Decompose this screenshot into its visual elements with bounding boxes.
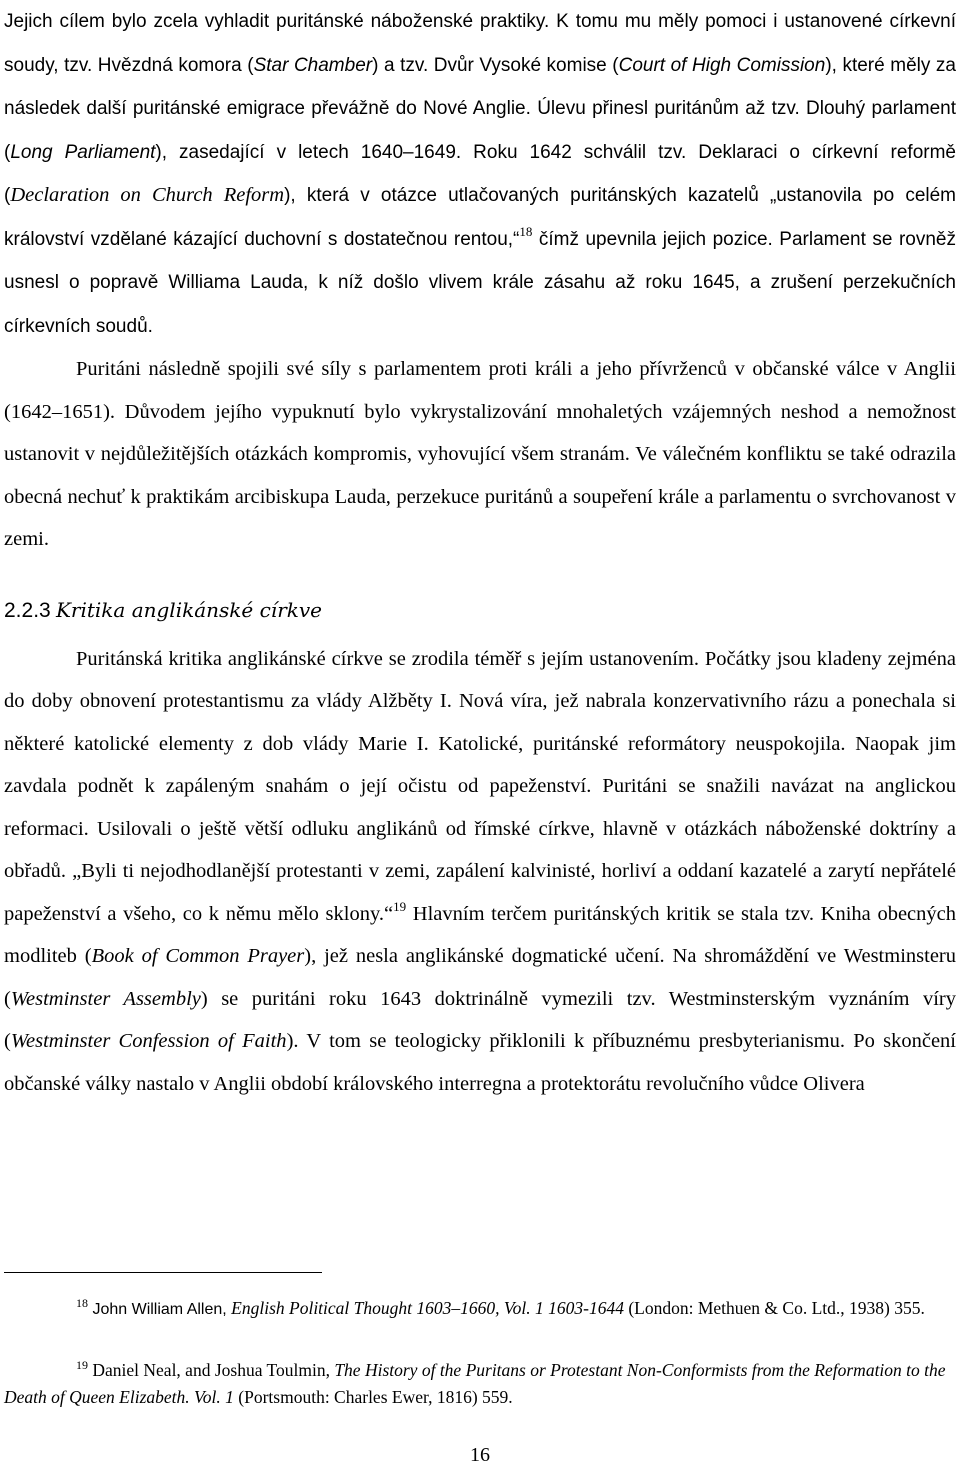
footnote-author: Daniel Neal, and Joshua Toulmin,: [88, 1360, 335, 1380]
paragraph-1: [4, 0, 956, 348]
paragraph-1-part-5: Roku 1642 schválil tzv. Deklaraci o církevní reformě (: [4, 141, 956, 206]
footnote-title: English Political Thought 1603–1660, Vol. 1 1603-1644: [231, 1298, 624, 1318]
paragraph-1-part-4: ), zasedající v letech 1640–1649.: [155, 141, 474, 163]
declaration-italic: Declaration on Church Reform: [10, 184, 285, 206]
paragraph-1-part-3: ), které měly za následek další puritánské emigrace převážně do Nové Anglie. Úlevu přinesl puritánům až tzv. Dlouhý parlament (: [4, 54, 956, 163]
westminster-confession-italic: Westminster Confession of Faith: [10, 1030, 287, 1052]
paragraph-3-part-2: Hlavním terčem puritánských kritik se stala tzv. Kniha obecných modliteb (: [4, 902, 956, 967]
star-chamber-italic: Star Chamber: [253, 54, 373, 76]
paragraph-3-part-3: ), jež nesla anglikánské dogmatické učení. Na shromáždění ve Westminsteru (: [4, 945, 956, 1010]
paragraph-3: [4, 638, 956, 1106]
paragraph-1-part-2: ) a tzv. Dvůr Vysoké komise (: [372, 54, 619, 76]
long-parliament-italic: Long Parliament: [10, 141, 156, 163]
footnote-ref-19[interactable]: 19: [393, 898, 407, 914]
court-of-high-comission-italic: Court of High Comission: [618, 54, 826, 76]
paragraph-3-part-4: ) se puritáni roku 1643 doktrinálně vymezili tzv. Westminsterským vyznáním víry (: [4, 987, 956, 1052]
westminster-assembly-italic: Westminster Assembly: [10, 987, 201, 1010]
section-heading: [4, 589, 956, 632]
footnote-publication: (London: Methuen & Co. Ltd., 1938) 355.: [623, 1298, 925, 1318]
paragraph-2: Puritáni následně spojili své síly s parlamentem proti králi a jeho přívrženců v občanské válce v Anglii (1642–1651). Důvodem jejího vypuknutí bylo vykrystalizování mnohaletých vzájemných neshod a nemožnost ustanovit v nejdůležitějších otázkách kompromis, vyhovující všem stranám. Ve válečném konfliktu se také odrazila obecná nechuť k praktikám arcibiskupa Lauda, perzekuce puritánů a soupeření krále a parlamentu o svrchovanost v zemi.: [4, 358, 956, 550]
footnote-19: [4, 1357, 956, 1411]
paragraph-1-part-7: čímž upevnila jejich pozice. Parlament se rovněž usnesl o popravě Williama Lauda, k níž došlo vlivem krále zásahu až roku 1645, a zrušení perzekučních církevních soudů.: [4, 228, 956, 337]
paragraph-1-part-1: Jejich cílem bylo zcela vyhladit puritánské náboženské praktiky. K tomu mu měly pomoci i ustanovené církevní soudy, tzv. Hvězdná komora (: [4, 11, 956, 76]
footnote-ref-18[interactable]: 18: [519, 223, 533, 239]
footnotes: [4, 1272, 956, 1445]
footnote-18: [4, 1295, 956, 1323]
document-page: [4, 0, 956, 1105]
paragraph-3-part-1: Puritánská kritika anglikánské církve se zrodila téměř s jejím ustanovením. Počátky jsou kladeny zejména do doby obnovení protestantismu za vlády Alžběty I. Nová víra, jež nabrala konzervativního rázu a ponechala si některé katolické elementy z dob vlády Marie I. Katolické, puritánské reformátory neuspokojila. Naopak jim zavdala podnět k zapáleným snahám o její očistu od papeženství. Puritáni se snažili navázat na anglickou reformaci. Usilovali o ještě větší odluku anglikánů od římské církve, hlavně v otázkách náboženské doktríny a obřadů. „Byli ti nejodhodlanější protestanti v zemi, zapálení kalvinisté, horliví a oddaní kazatelé a zarytí nepřátelé papeženství a všeho, co k němu mělo sklony.“: [4, 647, 956, 925]
footnote-title: The History of the Puritans or Protestant Non-Conformists from the Reformation to the Death of Queen Elizabeth. Vol. 1: [4, 1360, 946, 1407]
footnote-separator: [4, 1272, 322, 1273]
footnote-author: John William Allen,: [88, 1301, 232, 1318]
book-of-common-prayer-italic: Book of Common Prayer: [91, 945, 305, 967]
paragraph-1-part-6: ), která v otázce utlačovaných puritánských kazatelů „ustanovila po celém království vzdělané kázající duchovní s dostatečnou rentou,“: [4, 185, 957, 250]
section-title: Kritika anglikánské církve: [55, 597, 323, 622]
footnote-publication: (Portsmouth: Charles Ewer, 1816) 559.: [233, 1387, 513, 1407]
paragraph-3-part-5: ). V tom se teologicky přiklonili k příbuznému presbyterianismu. Po skončení občanské války nastalo v Anglii období královského interregna a protektorátu revolučního vůdce Olivera: [4, 1030, 956, 1095]
section-number: 2.2.3: [4, 598, 51, 622]
page-number: 16: [470, 1444, 490, 1466]
footnote-mark: 19: [76, 1358, 88, 1372]
footnote-mark: 18: [76, 1296, 88, 1310]
